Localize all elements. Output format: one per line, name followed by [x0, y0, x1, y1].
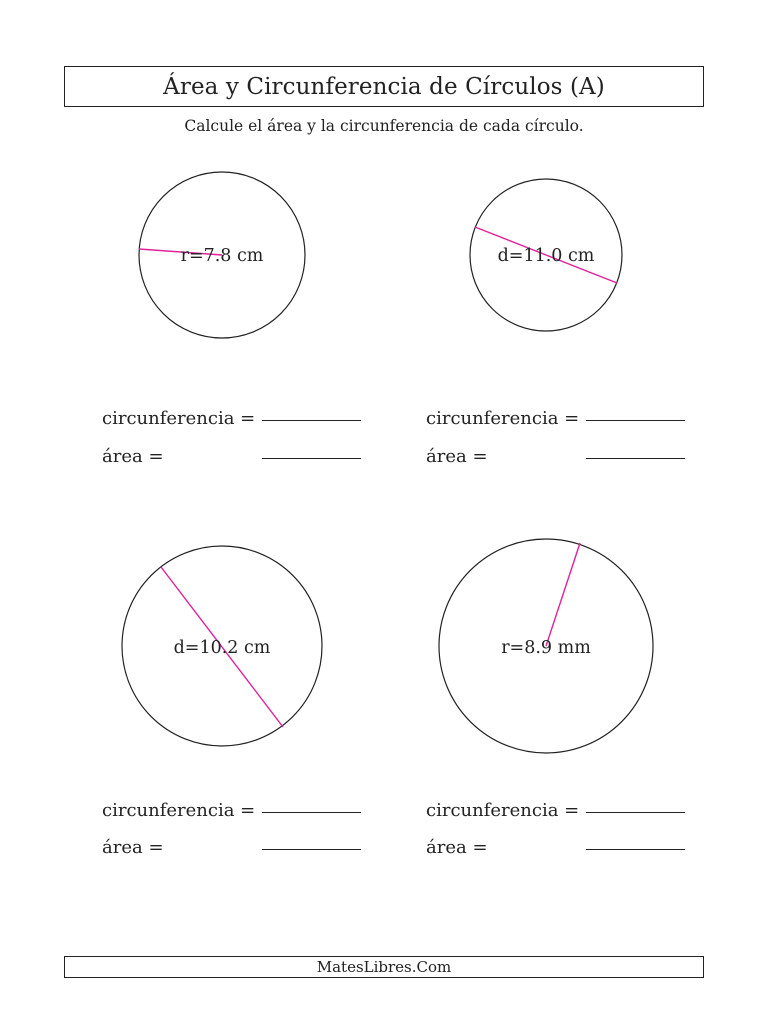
measure-label-2: d=11.0 cm	[497, 246, 595, 266]
circumference-label: circunferencia =	[102, 800, 256, 821]
circumference-label: circunferencia =	[426, 800, 580, 821]
measure-label-4: r=8.9 mm	[501, 638, 591, 658]
worksheet-title: Área y Circunferencia de Círculos (A)	[163, 73, 605, 100]
circumference-answer-blank[interactable]	[262, 812, 361, 813]
radius-line-4	[546, 543, 580, 646]
problem-2-figure	[470, 179, 622, 331]
problem-1-circumference-row	[102, 408, 364, 432]
area-label: área =	[426, 446, 488, 467]
problem-4-area-row	[426, 837, 688, 861]
circumference-answer-blank[interactable]	[262, 420, 361, 421]
area-answer-blank[interactable]	[586, 458, 685, 459]
problem-4-circumference-row	[426, 800, 688, 824]
footer-site-name: MatesLibres.Com	[316, 958, 452, 976]
circumference-answer-blank[interactable]	[586, 420, 685, 421]
area-answer-blank[interactable]	[586, 849, 685, 850]
area-answer-blank[interactable]	[262, 458, 361, 459]
problem-3-circumference-row	[102, 800, 364, 824]
area-label: área =	[426, 837, 488, 858]
problem-1-area-row	[102, 446, 364, 470]
circumference-label: circunferencia =	[102, 408, 256, 429]
area-label: área =	[102, 837, 164, 858]
problem-2-circumference-row	[426, 408, 688, 432]
circumference-label: circunferencia =	[426, 408, 580, 429]
circumference-answer-blank[interactable]	[586, 812, 685, 813]
area-answer-blank[interactable]	[262, 849, 361, 850]
measure-label-1: r=7.8 cm	[180, 246, 264, 266]
measure-label-3: d=10.2 cm	[173, 638, 271, 658]
footer-box	[64, 956, 704, 978]
problem-3-figure	[122, 546, 322, 746]
problem-1-figure	[139, 172, 305, 338]
area-label: área =	[102, 446, 164, 467]
problem-4-figure	[439, 539, 653, 753]
problem-3-area-row	[102, 837, 364, 861]
problem-2-area-row	[426, 446, 688, 470]
worksheet-instructions: Calcule el área y la circunferencia de cada círculo.	[184, 117, 584, 135]
